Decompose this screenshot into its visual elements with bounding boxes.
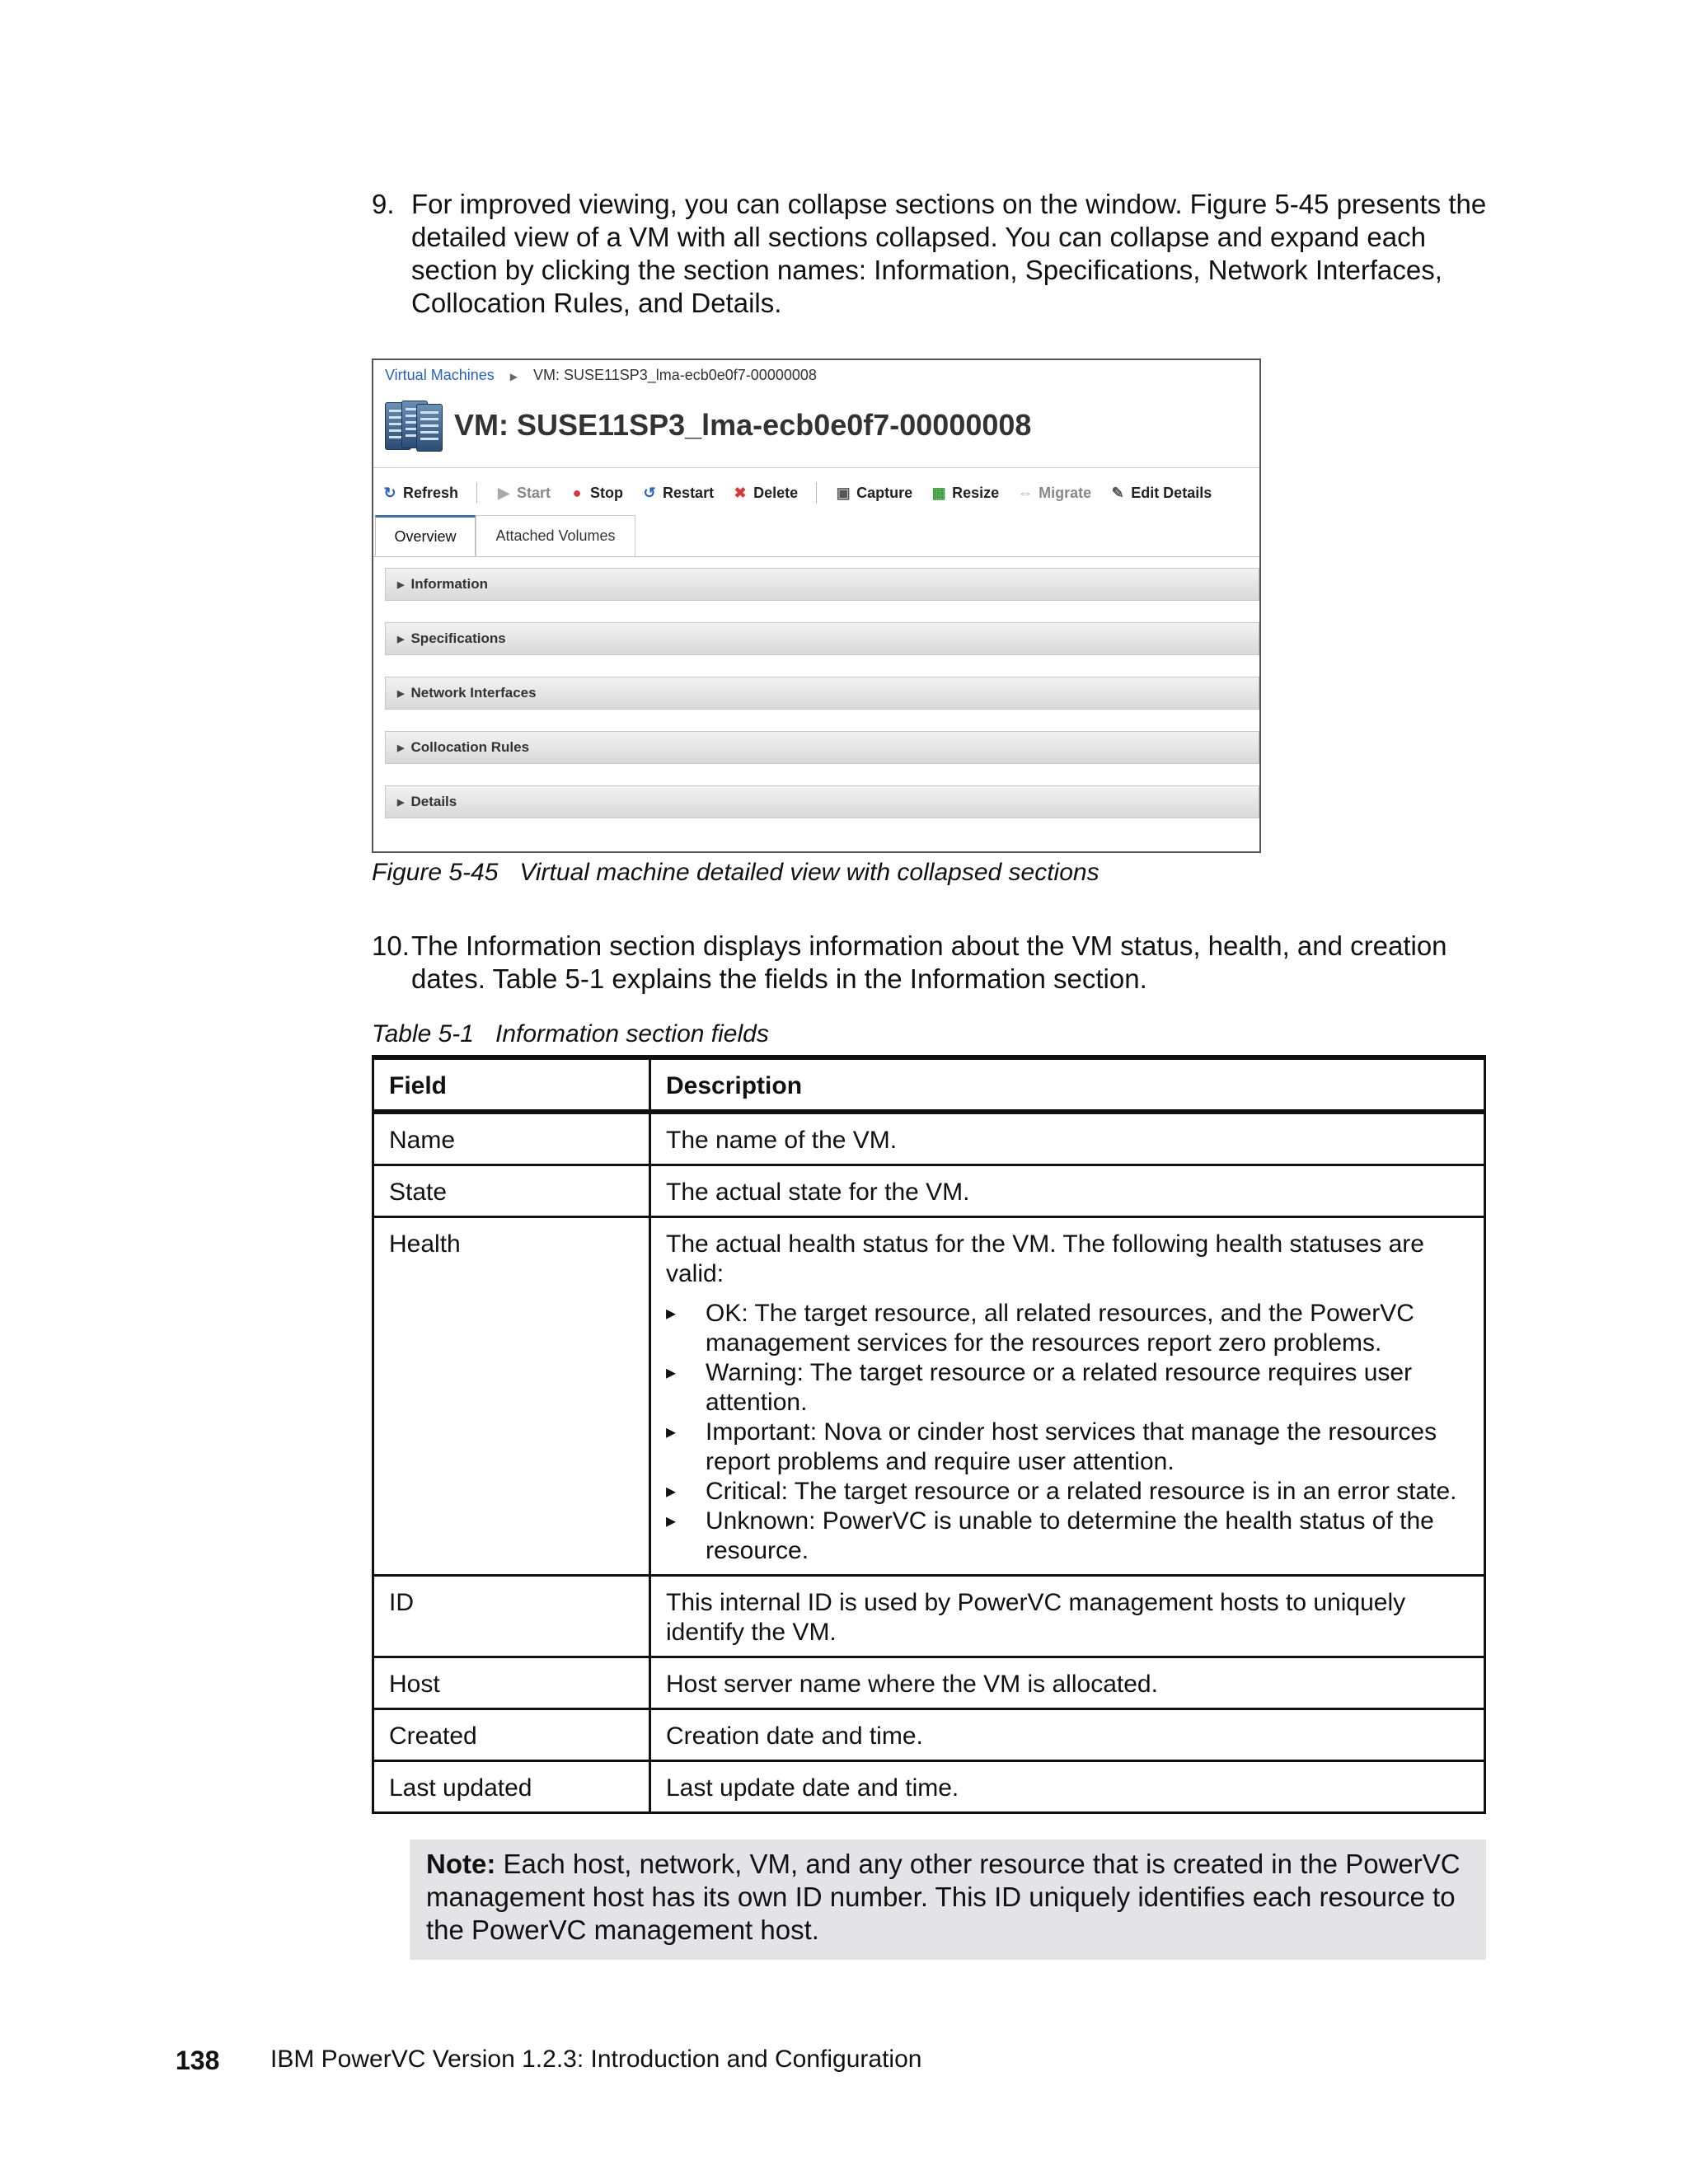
health-status-list <box>666 1299 1469 1566</box>
tab-attached-volumes[interactable]: Attached Volumes <box>476 515 635 556</box>
description-cell: Host server name where the VM is allocated. <box>650 1657 1485 1709</box>
table-row <box>373 1576 1485 1657</box>
header-divider <box>373 467 1259 468</box>
vm-title: VM: SUSE11SP3_lma-ecb0e0f7-00000008 <box>454 408 1032 442</box>
description-cell: Last update date and time. <box>650 1761 1485 1813</box>
expand-arrow-icon: ▶ <box>397 743 405 753</box>
field-cell: Created <box>373 1709 650 1761</box>
edit-details-button[interactable]: ✎ Edit Details <box>1109 485 1212 502</box>
information-fields-table <box>372 1055 1486 1814</box>
migrate-button[interactable]: ⇔ Migrate <box>1018 484 1092 501</box>
vm-detail-screenshot <box>372 359 1261 853</box>
step-text: The Information section displays information about the VM status, health, and creation dates. Table 5-1 explains the fields in the Information section. <box>411 930 1447 994</box>
field-cell: Last updated <box>373 1761 650 1813</box>
description-cell: The name of the VM. <box>650 1112 1485 1165</box>
section-details[interactable]: ▶ Details <box>385 785 1259 818</box>
step-number: 9. <box>372 189 395 219</box>
list-item: ▸ Critical: The target resource or a related resource is in an error state. <box>666 1477 1469 1507</box>
note-text: Each host, network, VM, and any other resource that is created in the PowerVC management host has its own ID number. This ID uniquely identifies each resource to the PowerVC management host. <box>426 1849 1461 1945</box>
figure-caption <box>372 859 1100 887</box>
toolbar-divider <box>816 482 817 504</box>
delete-button[interactable]: ✖ Delete <box>732 485 798 502</box>
edit-icon: ✎ <box>1111 484 1124 501</box>
tab-bar <box>373 515 1259 557</box>
table-header-row <box>373 1057 1485 1112</box>
step-text: For improved viewing, you can collapse sections on the window. Figure 5-45 presents the detailed view of a VM with all sections collapsed. You can collapse and expand each section by clicking the section names: Information, Specifications, Network Interfaces, Collocation Rules, and Details. <box>411 189 1487 318</box>
breadcrumb-virtual-machines-link[interactable]: Virtual Machines <box>385 367 495 383</box>
restart-icon: ↺ <box>643 484 656 501</box>
field-cell: Host <box>373 1657 650 1709</box>
tab-overview[interactable]: Overview <box>375 515 476 556</box>
header-field: Field <box>373 1057 650 1112</box>
delete-icon: ✖ <box>734 484 747 501</box>
step-10 <box>372 930 1493 996</box>
expand-arrow-icon: ▶ <box>397 634 405 644</box>
footer-title: IBM PowerVC Version 1.2.3: Introduction and Configuration <box>270 2046 922 2073</box>
stop-icon: ● <box>572 484 582 501</box>
table-row <box>373 1217 1485 1576</box>
step-9 <box>372 188 1493 320</box>
field-cell: ID <box>373 1576 650 1657</box>
toolbar-divider <box>476 482 477 504</box>
description-cell <box>650 1217 1485 1576</box>
capture-button[interactable]: ▣ Capture <box>836 484 913 501</box>
figure-label: Figure 5-45 <box>372 859 499 886</box>
expand-arrow-icon: ▶ <box>397 579 405 590</box>
health-intro: The actual health status for the VM. The following health statuses are valid: <box>666 1230 1424 1287</box>
section-information[interactable]: ▶ Information <box>385 568 1259 601</box>
table-row <box>373 1709 1485 1761</box>
vm-toolbar <box>382 482 1230 504</box>
camera-icon: ▣ <box>836 484 851 501</box>
description-cell: This internal ID is used by PowerVC management hosts to uniquely identify the VM. <box>650 1576 1485 1657</box>
field-cell: Name <box>373 1112 650 1165</box>
expand-arrow-icon: ▶ <box>397 797 405 808</box>
resize-button[interactable]: ▦ Resize <box>931 484 1000 501</box>
restart-button[interactable]: ↺ Restart <box>641 485 714 502</box>
field-cell: State <box>373 1165 650 1217</box>
section-collocation-rules[interactable]: ▶ Collocation Rules <box>385 731 1259 764</box>
description-cell: Creation date and time. <box>650 1709 1485 1761</box>
table-row <box>373 1112 1485 1165</box>
breadcrumb <box>385 367 817 384</box>
figure-caption-text: Virtual machine detailed view with collapsed sections <box>519 859 1100 886</box>
section-network-interfaces[interactable]: ▶ Network Interfaces <box>385 677 1259 710</box>
step-number: 10. <box>372 930 410 961</box>
breadcrumb-arrow-icon: ▶ <box>509 371 518 382</box>
start-button[interactable]: ▶ Start <box>495 485 551 502</box>
refresh-icon: ↻ <box>383 484 396 501</box>
list-item: ▸ Unknown: PowerVC is unable to determine the health status of the resource. <box>666 1507 1469 1566</box>
table-label: Table 5-1 <box>372 1020 474 1047</box>
list-item: ▸ Important: Nova or cinder host services that manage the resources report problems and require user attention. <box>666 1418 1469 1477</box>
page-number: 138 <box>176 2046 220 2075</box>
note-label: Note: <box>426 1849 496 1879</box>
vm-server-icon <box>385 399 443 452</box>
breadcrumb-current: VM: SUSE11SP3_lma-ecb0e0f7-00000008 <box>533 367 817 383</box>
migrate-icon: ⇔ <box>1018 484 1034 501</box>
expand-arrow-icon: ▶ <box>397 688 405 699</box>
section-specifications[interactable]: ▶ Specifications <box>385 622 1259 655</box>
table-row <box>373 1761 1485 1813</box>
note-box <box>410 1840 1486 1960</box>
play-icon: ▶ <box>498 484 509 501</box>
table-row <box>373 1165 1485 1217</box>
vm-header <box>385 396 1031 454</box>
table-caption <box>372 1020 769 1048</box>
stop-button[interactable]: ● Stop <box>569 485 623 502</box>
table-caption-text: Information section fields <box>495 1020 769 1047</box>
resize-icon: ▦ <box>931 484 946 501</box>
field-cell: Health <box>373 1217 650 1576</box>
refresh-button[interactable]: ↻ Refresh <box>382 485 458 502</box>
table-row <box>373 1657 1485 1709</box>
list-item: ▸ OK: The target resource, all related resources, and the PowerVC management services for the resources report zero problems. <box>666 1299 1469 1358</box>
header-description: Description <box>650 1057 1485 1112</box>
description-cell: The actual state for the VM. <box>650 1165 1485 1217</box>
list-item: ▸ Warning: The target resource or a related resource requires user attention. <box>666 1358 1469 1418</box>
